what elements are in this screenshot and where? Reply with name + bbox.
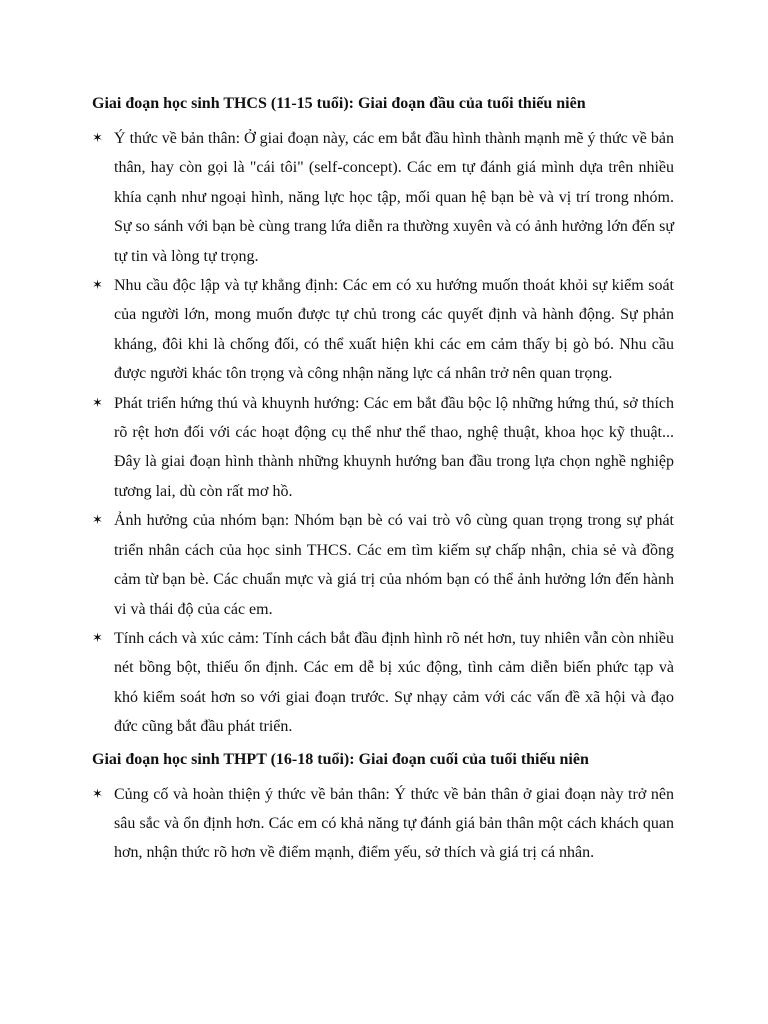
list-item — [92, 389, 674, 507]
list-item-text: Tính cách và xúc cảm: Tính cách bắt đầu định hình rõ nét hơn, tuy nhiên vẫn còn nhiều nét bồng bột, thiếu ổn định. Các em dễ bị xúc động, tình cảm diễn biến phức tạp và khó kiểm soát hơn so với giai đoạn trước. Sự nhạy cảm với các vấn đề xã hội và đạo đức cũng bắt đầu phát triển. — [114, 629, 674, 736]
list-item-text: Củng cố và hoàn thiện ý thức về bản thân: Ý thức về bản thân ở giai đoạn này trở nên sâu sắc và ổn định hơn. Các em có khả năng tự đánh giá bản thân một cách khách quan hơn, nhận thức rõ hơn về điểm mạnh, điểm yếu, sở thích và giá trị cá nhân. — [114, 785, 674, 862]
list-item-text: Nhu cầu độc lập và tự khẳng định: Các em có xu hướng muốn thoát khỏi sự kiểm soát của người lớn, mong muốn được tự chủ trong các quyết định và hành động. Sự phản kháng, đôi khi là chống đối, có thể xuất hiện khi các em cảm thấy bị gò bó. Nhu cầu được người khác tôn trọng và công nhận năng lực cá nhân trở nên quan trọng. — [114, 277, 674, 383]
star-bullet-icon: ✶ — [92, 131, 103, 146]
section-heading-thpt: Giai đoạn học sinh THPT (16-18 tuổi): Giai đoạn cuối của tuổi thiếu niên — [92, 750, 589, 768]
star-bullet-icon: ✶ — [92, 278, 103, 294]
list-item — [92, 124, 674, 271]
star-bullet-icon: ✶ — [92, 786, 103, 802]
bullet-list-thcs — [92, 124, 674, 742]
list-item-text: Phát triển hứng thú và khuynh hướng: Các em bắt đầu bộc lộ những hứng thú, sở thích rõ rệt hơn đối với các hoạt động cụ thể như thể thao, nghệ thuật, khoa học kỹ thuật... Đây là giai đoạn hình thành những khuynh hướng ban đầu trong lựa chọn nghề nghiệp tương lai, dù còn rất mơ hồ. — [114, 394, 674, 500]
star-bullet-icon: ✶ — [92, 513, 103, 529]
document-page — [92, 92, 674, 868]
bullet-list-thpt — [92, 780, 674, 868]
star-bullet-icon: ✶ — [92, 395, 103, 411]
section-heading-thcs: Giai đoạn học sinh THCS (11-15 tuổi): Giai đoạn đầu của tuổi thiếu niên — [92, 95, 586, 112]
list-item — [92, 271, 674, 389]
list-item-text: Ảnh hưởng của nhóm bạn: Nhóm bạn bè có vai trò vô cùng quan trọng trong sự phát triển nhân cách của học sinh THCS. Các em tìm kiếm sự chấp nhận, chia sẻ và đồng cảm từ bạn bè. Các chuẩn mực và giá trị của nhóm bạn có thể ảnh hưởng lớn đến hành vi và thái độ của các em. — [114, 512, 674, 618]
star-bullet-icon: ✶ — [92, 630, 103, 646]
list-item — [92, 506, 674, 624]
list-item — [92, 624, 674, 742]
list-item-text: Ý thức về bản thân: Ở giai đoạn này, các em bắt đầu hình thành mạnh mẽ ý thức về bản thân, hay còn gọi là "cái tôi" (self-concept). Các em tự đánh giá mình dựa trên nhiều khía cạnh như ngoại hình, năng lực học tập, mối quan hệ bạn bè và vị trí trong nhóm. Sự so sánh với bạn bè cùng trang lứa diễn ra thường xuyên và có ảnh hưởng lớn đến sự tự tin và lòng tự trọng. — [114, 130, 674, 265]
list-item — [92, 780, 674, 868]
